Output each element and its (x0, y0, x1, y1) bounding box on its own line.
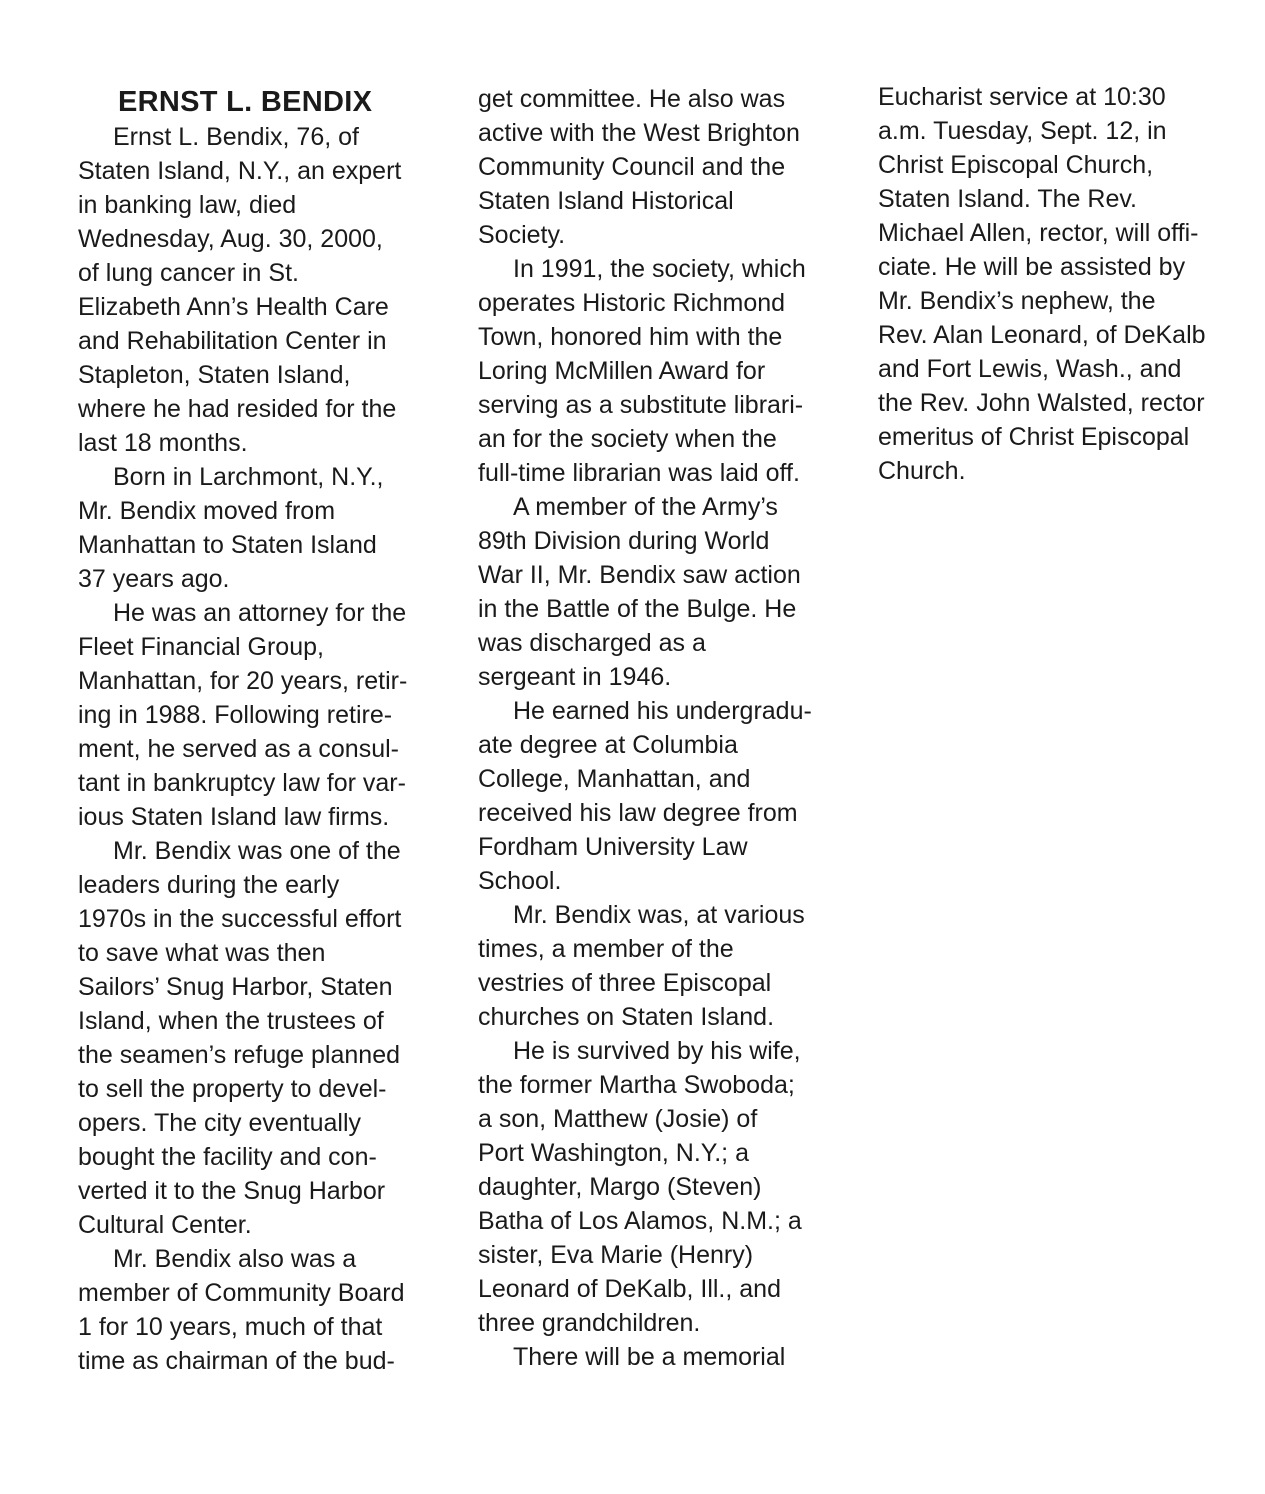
text-line: three grandchildren. (478, 1309, 701, 1337)
text-line: and Rehabilitation Center in (78, 327, 387, 355)
text-line: Staten Island, N.Y., an expert (78, 157, 402, 185)
text-line: to sell the property to devel- (78, 1075, 387, 1103)
text-line: Stapleton, Staten Island, (78, 361, 351, 389)
text-line: daughter, Margo (Steven) (478, 1173, 762, 1201)
text-line: get committee. He also was (478, 85, 786, 113)
column-2-body (478, 82, 858, 1374)
text-line: Cultural Center. (78, 1211, 252, 1239)
text-line: Fleet Financial Group, (78, 633, 324, 661)
text-line: Port Washington, N.Y.; a (478, 1139, 749, 1167)
text-line: Society. (478, 221, 566, 249)
text-line: serving as a substitute librari- (478, 391, 804, 419)
text-line: Sailors’ Snug Harbor, Staten (78, 973, 393, 1001)
text-line: vestries of three Episcopal (478, 969, 772, 997)
text-line: A member of the Army’s (513, 493, 778, 521)
text-line: He earned his undergradu- (513, 697, 812, 725)
text-line: Batha of Los Alamos, N.M.; a (478, 1207, 802, 1235)
text-line: emeritus of Christ Episcopal (878, 423, 1190, 451)
text-line: ate degree at Columbia (478, 731, 738, 759)
text-line: member of Community Board (78, 1279, 405, 1307)
text-line: He is survived by his wife, (513, 1037, 801, 1065)
text-line: Rev. Alan Leonard, of DeKalb (878, 321, 1206, 349)
column-2 (478, 82, 858, 1374)
text-line: Mr. Bendix was, at various (513, 901, 805, 929)
text-line: Manhattan, for 20 years, retir- (78, 667, 408, 695)
text-line: verted it to the Snug Harbor (78, 1177, 386, 1205)
text-line: Michael Allen, rector, will offi- (878, 219, 1199, 247)
text-line: of lung cancer in St. (78, 259, 299, 287)
text-line: operates Historic Richmond (478, 289, 786, 317)
text-line: a.m. Tuesday, Sept. 12, in (878, 117, 1167, 145)
text-line: 89th Division during World (478, 527, 770, 555)
text-line: was discharged as a (478, 629, 706, 657)
text-line: churches on Staten Island. (478, 1003, 775, 1031)
text-line: Church. (878, 457, 966, 485)
text-line: In 1991, the society, which (513, 255, 806, 283)
text-line: sergeant in 1946. (478, 663, 672, 691)
text-line: Fordham University Law (478, 833, 748, 861)
text-line: Born in Larchmont, N.Y., (113, 463, 384, 491)
text-line: Mr. Bendix’s nephew, the (878, 287, 1156, 315)
text-line: Mr. Bendix also was a (113, 1245, 357, 1273)
text-line: in the Battle of the Bulge. He (478, 595, 797, 623)
text-line: a son, Matthew (Josie) of (478, 1105, 758, 1133)
text-line: Community Council and the (478, 153, 786, 181)
column-1-body (78, 120, 458, 1378)
text-line: Leonard of DeKalb, Ill., and (478, 1275, 781, 1303)
text-line: 1970s in the successful effort (78, 905, 402, 933)
text-line: Mr. Bendix moved from (78, 497, 336, 525)
column-3 (878, 80, 1258, 488)
text-line: opers. The city eventually (78, 1109, 362, 1137)
headline: ERNST L. BENDIX (118, 86, 373, 118)
text-line: received his law degree from (478, 799, 798, 827)
text-line: leaders during the early (78, 871, 340, 899)
text-line: Eucharist service at 10:30 (878, 83, 1166, 111)
text-line: Loring McMillen Award for (478, 357, 766, 385)
text-line: ment, he served as a consul- (78, 735, 399, 763)
text-line: time as chairman of the bud- (78, 1347, 395, 1375)
column-3-body (878, 80, 1258, 488)
text-line: active with the West Brighton (478, 119, 800, 147)
text-line: There will be a memorial (513, 1343, 786, 1371)
text-line: full-time librarian was laid off. (478, 459, 800, 487)
text-line: Staten Island. The Rev. (878, 185, 1137, 213)
text-line: College, Manhattan, and (478, 765, 751, 793)
text-line: ing in 1988. Following retire- (78, 701, 393, 729)
text-line: sister, Eva Marie (Henry) (478, 1241, 754, 1269)
text-line: Elizabeth Ann’s Health Care (78, 293, 389, 321)
text-line: War II, Mr. Bendix saw action (478, 561, 801, 589)
text-line: bought the facility and con- (78, 1143, 377, 1171)
column-1 (78, 84, 458, 1378)
text-line: Mr. Bendix was one of the (113, 837, 401, 865)
text-line: last 18 months. (78, 429, 248, 457)
text-line: 37 years ago. (78, 565, 230, 593)
text-line: Manhattan to Staten Island (78, 531, 377, 559)
text-line: Island, when the trustees of (78, 1007, 384, 1035)
text-line: He was an attorney for the (113, 599, 407, 627)
text-line: and Fort Lewis, Wash., and (878, 355, 1182, 383)
text-line: tant in bankruptcy law for var- (78, 769, 406, 797)
text-line: Town, honored him with the (478, 323, 783, 351)
text-line: 1 for 10 years, much of that (78, 1313, 383, 1341)
text-line: ciate. He will be assisted by (878, 253, 1186, 281)
text-line: Ernst L. Bendix, 76, of (113, 123, 359, 151)
text-line: the Rev. John Walsted, rector (878, 389, 1205, 417)
text-line: Staten Island Historical (478, 187, 734, 215)
text-line: the seamen’s refuge planned (78, 1041, 400, 1069)
text-line: in banking law, died (78, 191, 297, 219)
text-line: ious Staten Island law firms. (78, 803, 390, 831)
text-line: the former Martha Swoboda; (478, 1071, 795, 1099)
text-line: an for the society when the (478, 425, 777, 453)
text-line: Wednesday, Aug. 30, 2000, (78, 225, 383, 253)
text-line: times, a member of the (478, 935, 734, 963)
text-line: Christ Episcopal Church, (878, 151, 1154, 179)
text-line: School. (478, 867, 562, 895)
text-line: to save what was then (78, 939, 326, 967)
text-line: where he had resided for the (78, 395, 397, 423)
